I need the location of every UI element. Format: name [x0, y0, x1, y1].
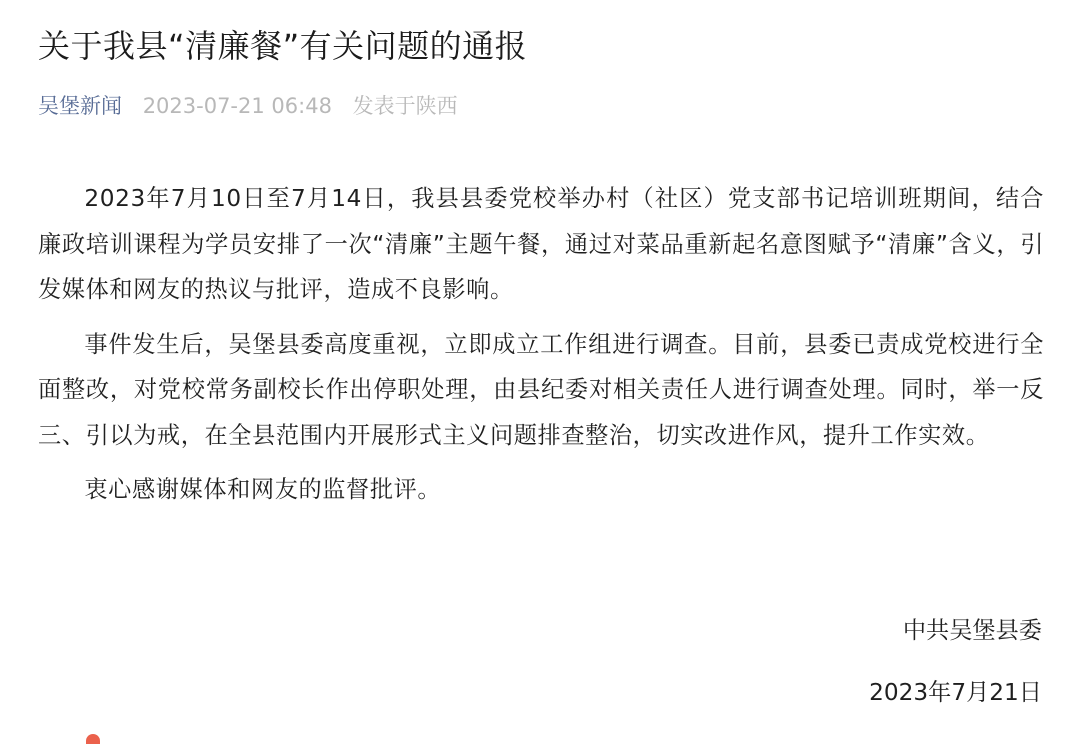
- article-meta: [38, 90, 472, 122]
- article-body: [38, 176, 1044, 522]
- publish-location: 发表于陕西: [352, 94, 458, 118]
- source-account-link[interactable]: 吴堡新闻: [38, 94, 122, 118]
- signature-organization: 中共吴堡县委: [902, 617, 1042, 644]
- article-title: 关于我县“清廉餐”有关问题的通报: [38, 27, 528, 65]
- body-paragraph: 衷心感谢媒体和网友的监督批评。: [84, 476, 442, 503]
- signature-block: [642, 614, 1042, 710]
- signature-date: 2023年7月21日: [869, 679, 1042, 706]
- body-paragraph: 2023年7月10日至7月14日，我县县委党校举办村（社区）党支部书记培训班期间，结合廉政培训课程为学员安排了一次“清廉”主题午餐，通过对菜品重新起名意图赋予“清廉”含义，引发媒体和网友的热议与批评，造成不良影响。: [38, 185, 1044, 303]
- body-paragraph: 事件发生后，吴堡县委高度重视，立即成立工作组进行调查。目前，县委已责成党校进行全面整改，对党校常务副校长作出停职处理，由县纪委对相关责任人进行调查处理。同时，举一反三、引以为戒，在全县范围内开展形式主义问题排查整治，切实改进作风，提升工作实效。: [38, 330, 1044, 449]
- partial-red-icon: [86, 734, 100, 744]
- publish-date: 2023-07-21 06:48: [142, 94, 332, 118]
